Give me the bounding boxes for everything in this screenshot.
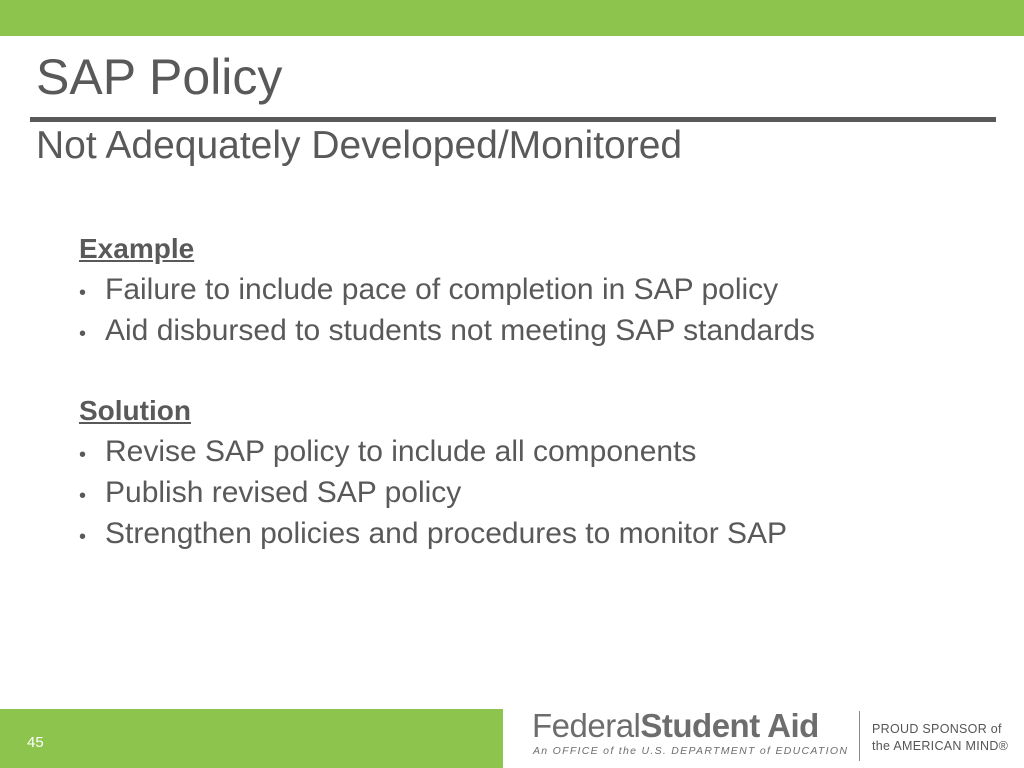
list-item xyxy=(79,472,979,513)
slide-subtitle: Not Adequately Developed/Monitored xyxy=(36,124,683,167)
example-item-text: Aid disbursed to students not meeting SAP standards xyxy=(105,314,815,347)
example-heading: Example xyxy=(79,233,195,264)
bullet-icon: • xyxy=(79,526,87,548)
solution-item-text: Publish revised SAP policy xyxy=(105,476,462,509)
bullet-icon: • xyxy=(79,282,87,304)
bullet-icon: • xyxy=(79,323,87,345)
logo-wordmark-student-aid: Student Aid xyxy=(640,707,819,744)
page-number: 45 xyxy=(27,734,44,751)
section-spacer xyxy=(79,351,979,391)
solution-item-text: Strengthen policies and procedures to monitor SAP xyxy=(105,517,788,550)
sponsor-line-1: PROUD SPONSOR of xyxy=(872,722,1002,736)
title-underline-rule xyxy=(30,117,996,122)
example-item-text: Failure to include pace of completion in SAP policy xyxy=(105,273,779,306)
top-accent-bar xyxy=(0,0,1024,36)
slide-body xyxy=(79,229,979,554)
footer-accent-bar xyxy=(0,709,503,768)
logo-wordmark xyxy=(532,709,819,742)
logo-wordmark-federal: Federal xyxy=(532,707,641,744)
sponsor-line-2: the AMERICAN MIND® xyxy=(872,739,1009,753)
list-item xyxy=(79,431,979,472)
logo-divider xyxy=(859,711,860,761)
sponsor-text xyxy=(872,721,1008,755)
logo-tagline: An OFFICE of the U.S. DEPARTMENT of EDUCATION xyxy=(533,745,849,757)
solution-heading: Solution xyxy=(79,395,191,426)
bullet-icon: • xyxy=(79,444,87,466)
solution-item-text: Revise SAP policy to include all components xyxy=(105,435,697,468)
list-item xyxy=(79,310,979,351)
federal-student-aid-logo xyxy=(532,708,1024,768)
list-item xyxy=(79,513,979,554)
bullet-icon: • xyxy=(79,485,87,507)
list-item xyxy=(79,269,979,310)
slide-title: SAP Policy xyxy=(36,49,283,105)
